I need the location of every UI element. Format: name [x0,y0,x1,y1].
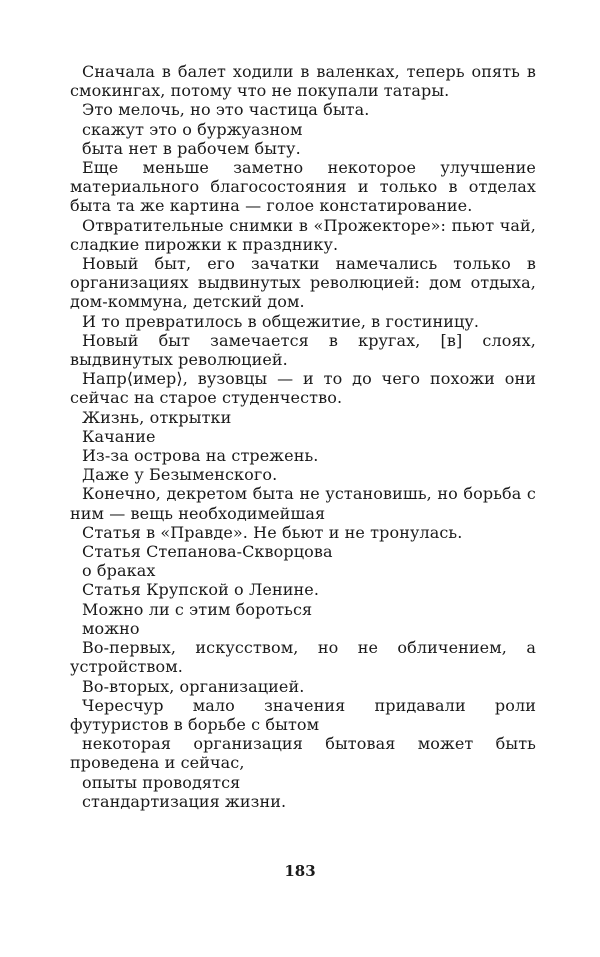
paragraph: Новый быт замечается в кругах, [в] слоях, выдвинутых революцией. [70,330,536,370]
paragraph: Во-первых, искусством, но не обличением, а устройством. [70,638,536,677]
body-text [70,62,536,811]
paragraph: Новый быт, его зачатки намечались только в организациях выдвинутых революцией: дом отдыха, дом-коммуна, детский дом. [70,254,536,312]
paragraph: Жизнь, открытки [82,407,232,427]
paragraph: Это мелочь, но это частица быта. [82,100,370,120]
paragraph: Статья в «Правде». Не бьют и не тронулась. [82,522,463,542]
paragraph: Из-за острова на стрежень. [82,446,319,466]
paragraph: можно [82,618,140,638]
paragraph: Статья Крупской о Ленине. [82,580,320,600]
paragraph: Сначала в балет ходили в валенках, теперь опять в смокингах, потому что не покупали татары. [70,62,536,101]
paragraph: о браках [82,561,156,581]
paragraph: Качание [82,426,156,446]
paragraph: быта нет в рабочем быту. [82,138,301,158]
paragraph: опыты проводятся [82,772,241,792]
paragraph: Во-вторых, организацией. [82,676,305,696]
paragraph: Еще меньше заметно некоторое улучшение материального благосостояния и только в отделах быта та же картина — голое констатирование. [70,158,536,216]
paragraph: И то превратилось в общежитие, в гостиницу. [82,311,480,331]
paragraph: стандартизация жизни. [82,791,287,811]
paragraph: Даже у Безыменского. [82,465,278,485]
paragraph: Можно ли с этим бороться [82,599,313,619]
paragraph: Напр⟨имер⟩, вузовцы — и то до чего похожи они сейчас на старое студенчество. [70,369,536,408]
paragraph: некоторая организация бытовая может быть проведена и сейчас, [70,734,536,773]
paragraph: Конечно, декретом быта не установишь, но борьба с ним — вещь необходимейшая [70,484,536,523]
page-number: 183 [284,862,316,880]
paragraph: Статья Степанова-Скворцова [82,542,333,562]
paragraph: Отвратительные снимки в «Прожекторе»: пьют чай, сладкие пирожки к празднику. [70,215,536,254]
paragraph: скажут это о буржуазном [82,119,303,139]
paragraph: Чересчур мало значения придавали роли футуристов в борьбе с бытом [70,695,536,734]
